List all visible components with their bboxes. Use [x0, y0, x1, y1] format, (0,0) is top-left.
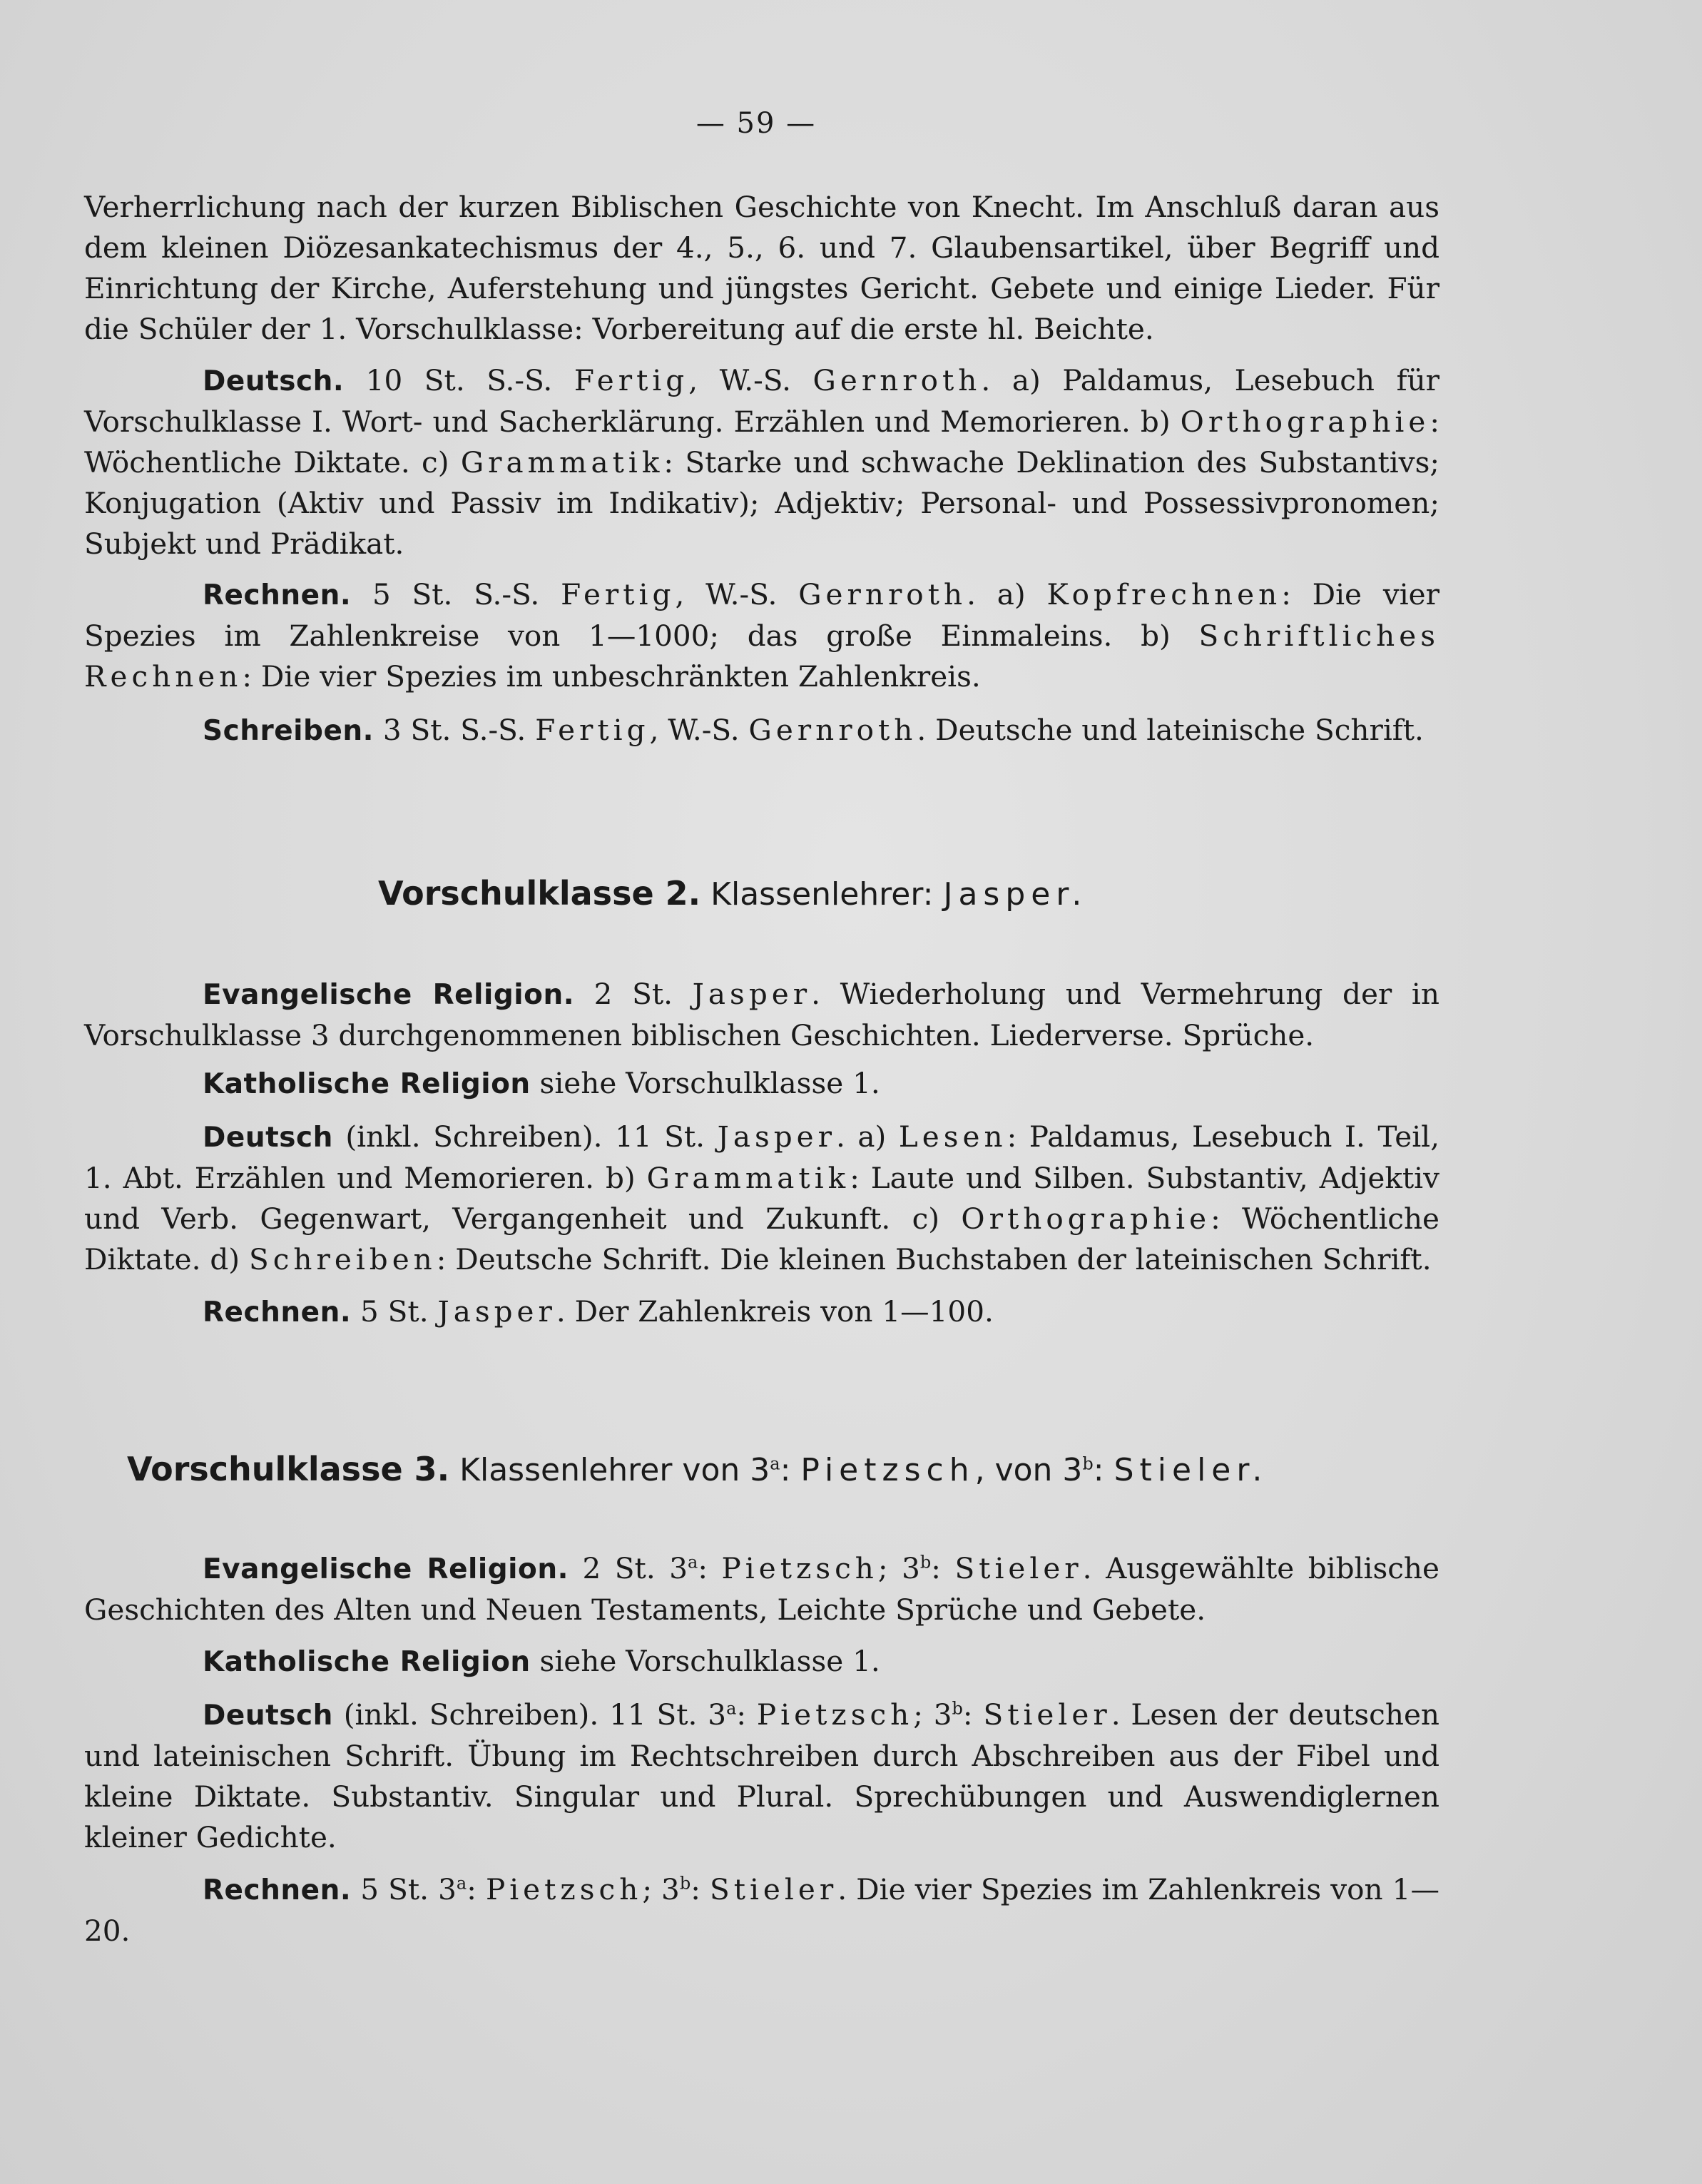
subject-heading: Rechnen.	[203, 1874, 352, 1906]
teacher-name: Fertig	[574, 363, 689, 397]
teacher-name: Jasper	[717, 1119, 836, 1154]
schreiben-paragraph-kl1: Schreiben. 3 St. S.-S. Fertig, W.-S. Gernroth. Deutsche und lateinische Schrift.	[203, 713, 1424, 747]
subject-heading: Katholische Religion	[203, 1646, 531, 1678]
rechnen-paragraph-kl2: Rechnen. 5 St. Jasper. Der Zahlenkreis von 1—100.	[203, 1294, 994, 1329]
teacher-name: Jasper	[437, 1294, 556, 1329]
teacher-name: Jasper	[692, 977, 812, 1011]
teacher-name: Pietzsch	[721, 1551, 878, 1585]
subject-heading: Rechnen.	[203, 1296, 352, 1329]
teacher-name: Stieler	[983, 1697, 1111, 1732]
teacher-name: Fertig	[561, 577, 676, 611]
deutsch-paragraph-kl1: Deutsch. 10 St. S.-S. Fertig, W.-S. Gernroth. a) Paldamus, Lesebuch für Vorschulklasse I. Wort- und Sacherklärung. Erzählen und Memorieren. b) Orthographie: Wöchentliche Diktate. c) Grammatik: Starke und schwache Deklination des Substantivs; Konjugation (Aktiv und Passiv im Indikativ); Adjektiv; Personal- und Possessivpronomen; Subjekt und Prädikat.	[84, 363, 1440, 561]
subject-heading: Rechnen.	[203, 579, 352, 611]
deutsch-paragraph-kl3: Deutsch (inkl. Schreiben). 11 St. 3$^a$: Pietzsch; 3$^b$: Stieler. Lesen der deutschen und lateinischen Schrift. Übung im Rechtschreiben durch Abschreiben aus der Fibel und kleine Diktate. Substantiv. Singular und Plural. Sprechübungen und Auswendiglernen kleiner Gedichte.	[84, 1697, 1439, 1854]
teacher-name: Stieler	[709, 1872, 838, 1906]
subject-heading: Katholische Religion	[203, 1068, 531, 1100]
deutsch-paragraph-kl2: Deutsch (inkl. Schreiben). 11 St. Jasper. a) Lesen: Paldamus, Lesebuch I. Teil, 1. Abt. Erzählen und Memorieren. b) Grammatik: Laute und Silben. Substantiv, Adjektiv und Verb. Gegenwart, Vergangenheit und Zukunft. c) Orthographie: Wöchentliche Diktate. d) Schreiben: Deutsche Schrift. Die kleinen Buchstaben der lateinischen Schrift.	[84, 1119, 1440, 1276]
section-heading-kl2: Vorschulklasse 2. Klassenlehrer: Jasper.	[378, 874, 1088, 913]
rechnen-paragraph-kl3: Rechnen. 5 St. 3$^a$: Pietzsch; 3$^b$: Stieler. Die vier Spezies im Zahlenkreis von 1—20.	[84, 1872, 1439, 1948]
rechnen-paragraph-kl1: Rechnen. 5 St. S.-S. Fertig, W.-S. Gernroth. a) Kopfrechnen: Die vier Spezies im Zahlenkreise von 1—1000; das große Einmaleins. b) Schriftliches Rechnen: Die vier Spezies im unbeschränkten Zahlenkreis.	[84, 577, 1439, 694]
religion-continuation-paragraph: Verherrlichung nach der kurzen Biblischen Geschichte von Knecht. Im Anschluß daran aus dem kleinen Diözesankatechismus der 4., 5., 6. und 7. Glaubensartikel, über Begriff und Einrichtung der Kirche, Auferstehung und jüngstes Gericht. Gebete und einige Lieder. Für die Schüler der 1. Vorschulklasse: Vorbereitung auf die erste hl. Beichte.	[84, 190, 1439, 346]
ev-religion-paragraph-kl3: Evangelische Religion. 2 St. 3$^a$: Pietzsch; 3$^b$: Stieler. Ausgewählte biblische Geschichten des Alten und Neuen Testaments, Leichte Sprüche und Gebete.	[84, 1551, 1439, 1627]
kath-religion-paragraph-kl2: Katholische Religion siehe Vorschulklasse 1.	[203, 1066, 880, 1100]
kath-religion-paragraph-kl3: Katholische Religion siehe Vorschulklasse 1.	[203, 1644, 880, 1678]
teacher-name: Stieler	[954, 1551, 1083, 1585]
teacher-name: Gernroth	[812, 363, 982, 397]
teacher-name: Jasper.	[943, 876, 1088, 913]
teacher-name: Fertig	[535, 713, 650, 747]
teacher-name: Pietzsch	[756, 1697, 914, 1732]
subject-heading: Deutsch	[203, 1700, 333, 1732]
ev-religion-paragraph-kl2: Evangelische Religion. 2 St. Jasper. Wiederholung und Vermehrung der in Vorschulklasse 3 durchgenommenen biblischen Geschichten. Liederverse. Sprüche.	[84, 977, 1439, 1052]
subject-heading: Deutsch.	[203, 365, 345, 397]
teacher-name: Gernroth	[798, 577, 967, 611]
section-heading-kl3: Vorschulklasse 3. Klassenlehrer von 3$^a$: Pietzsch, von 3$^b$: Stieler.	[127, 1450, 1268, 1488]
teacher-name: Stieler.	[1114, 1452, 1268, 1488]
teacher-name: Pietzsch	[800, 1452, 975, 1488]
subject-heading: Evangelische Religion.	[203, 979, 575, 1011]
teacher-name: Pietzsch	[485, 1872, 643, 1906]
subject-heading: Schreiben.	[203, 715, 374, 747]
page-number: — 59 —	[695, 107, 817, 140]
subject-heading: Evangelische Religion.	[203, 1553, 569, 1585]
subject-heading: Deutsch	[203, 1122, 333, 1154]
teacher-name: Gernroth	[748, 713, 917, 747]
